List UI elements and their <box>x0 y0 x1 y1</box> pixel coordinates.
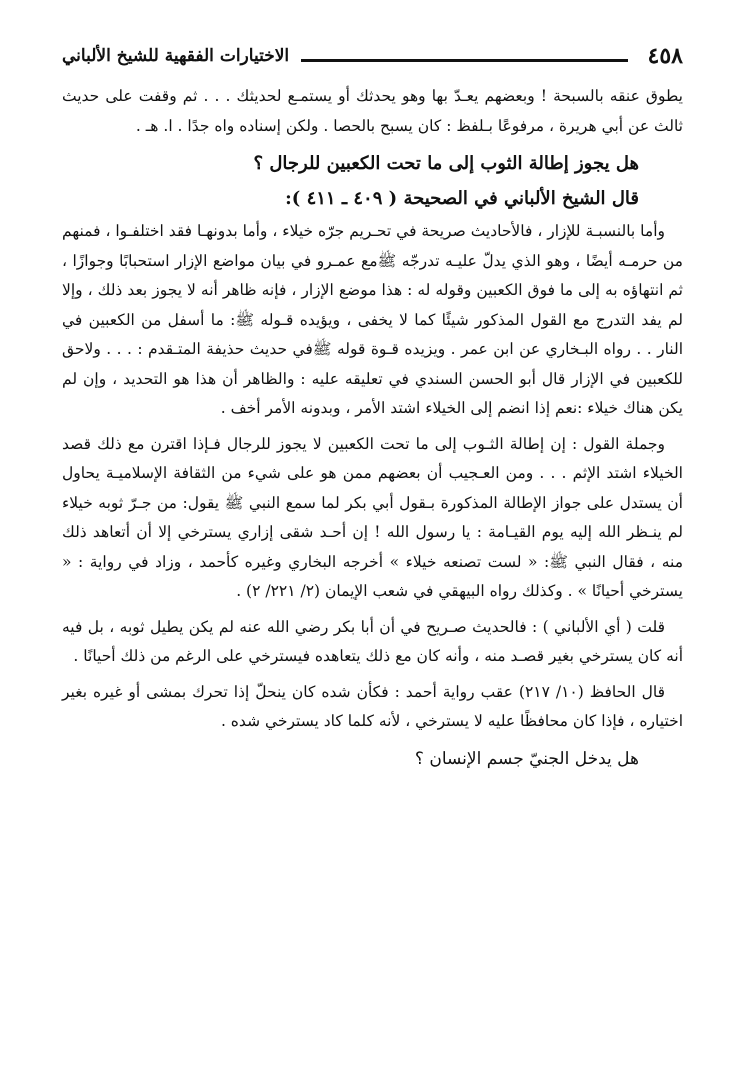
text-line: غيره بغير اختياره ، فإذا كان محافظًا عليه لا يسترخي ، لأنه كلما كاد يسترخي شده . <box>62 682 683 730</box>
next-section-heading: هل يدخل الجنيّ جسم الإنسان ؟ <box>414 748 639 769</box>
text-line: وجملة القول : إن إطالة الثـوب إلى ما تحت الكعبين لا يجوز للرجال فـإذا اقترن مع <box>121 434 665 453</box>
text-line: خيلاء :نعم إذا انضم إلى الخيلاء اشتد الأمر ، وبدونه الأمر أخف . <box>220 399 619 417</box>
text-line: شعب الإيمان (٢/ ٢٢١/ ٢) . <box>236 582 409 600</box>
text-line: إزاري يسترخي إلا أن أتعاهد ذلك منه ، فقال النبي ﷺ: « لست تصنعه خيلاء » أخرجه <box>62 523 683 571</box>
text-line: قال أبو الحسن السندي في تعليقه عليه : والظاهر أن هذا هو التحديد ، وإن لم يكن هناك <box>62 369 683 417</box>
text-line: الإسلاميـة يحاول أن يستدل على جواز الإطالة المذكورة بـقول أبي بكر لما سمع النبي ﷺ <box>62 464 683 512</box>
text-line: على حديث ثالث عن أبي هريرة ، مرفوعًا بـلفظ : كان يسبح بالحصا . ولكن إسناده واه <box>62 87 683 135</box>
paragraph-1 <box>62 82 683 141</box>
text-line: ثوبه ، بل فيه أنه كان يسترخي بغير قصـد منه ، وأنه كان مع ذلك يتعاهده فيسترخي على <box>62 617 683 665</box>
paragraph-2 <box>62 217 683 424</box>
paragraph-4 <box>62 613 683 672</box>
page-number: ٤٥٨ <box>647 43 683 69</box>
text-line: البخاري وغيره كأحمد ، وزاد في رواية : « يسترخي أحيانًا » . وكذلك رواه البيهقي في <box>62 552 683 600</box>
source-heading: قال الشيخ الألباني في الصحيحة ( ٤٠٩ ـ ٤١١ ): <box>285 188 639 209</box>
page-header <box>62 36 683 76</box>
text-line: يقول: من جـرّ ثوبه خيلاء لم ينـظر الله إليه يوم القيـامة : يا رسول الله ! إن أحـد شقى <box>62 493 683 541</box>
paragraph-5 <box>62 678 683 737</box>
text-line: لا يخفى ، ويؤيده قـوله ﷺ: ما أسفل من الكعبين في النار . . رواه البـخاري عن ابن <box>62 310 684 358</box>
text-line: قال الحافظ (١٠/ ٢١٧) عقب رواية أحمد : فكأن شده كان ينحلّ إذا تحرك بمشى أو <box>122 682 666 701</box>
text-line: الرغم من ذلك أحيانًا . <box>73 647 212 665</box>
text-line: اختلفـوا ، فمنهم من حرمـه أيضًا ، وهو الذي يدلّ عليـه تدرجّه ﷺمع عمـرو في بيان <box>62 222 683 270</box>
text-line: وأما بالنسبـة للإزار ، فالأحاديث صريحة في تحـريم جرّه خيلاء ، وأما بدونهـا فقد <box>163 222 665 240</box>
text-line: قلت ( أي الألباني ) : فالحديث صـريح في أن أبا بكر رضي الله عنه لم يكن يطيل <box>144 617 665 636</box>
text-line: جدًا . ا. هـ . <box>135 116 210 135</box>
paragraph-3 <box>62 430 683 607</box>
text-line: ذلك قصد الخيلاء اشتد الإثم . . . ومن العـجيب أن بعضهم ممن هو على شيء من الثقافة <box>62 434 683 482</box>
text-line: يطوق عنقه بالسبحة ! وبعضهم يعـدّ بها وهو يحدثك أو يستمـع لحديثك . . . ثم وقفت <box>132 87 683 105</box>
text-line: مواضع الإزار استحبابًا وجوازًا ، ثم انتهاؤه به إلى ما فوق الكعبين وقوله له : هذا موضع <box>62 251 684 299</box>
section-heading: هل يجوز إطالة الثوب إلى ما تحت الكعبين للرجال ؟ <box>253 153 639 174</box>
text-line: الإزار ، فإنه ظاهر أنه لا يجوز بعد ذلك ، وإلا لم يفد التدرج مع القول المذكور شيئًا كما <box>62 281 683 329</box>
text-line: عمر . ويزيده قـوة قوله ﷺفي حديث حذيفة المتـقدم : . . . ولاحق للكعبين في الإزار <box>62 340 683 388</box>
running-title: الاختيارات الفقهية للشيخ الألباني <box>62 46 290 66</box>
header-rule <box>301 59 627 62</box>
page-body <box>62 82 683 776</box>
